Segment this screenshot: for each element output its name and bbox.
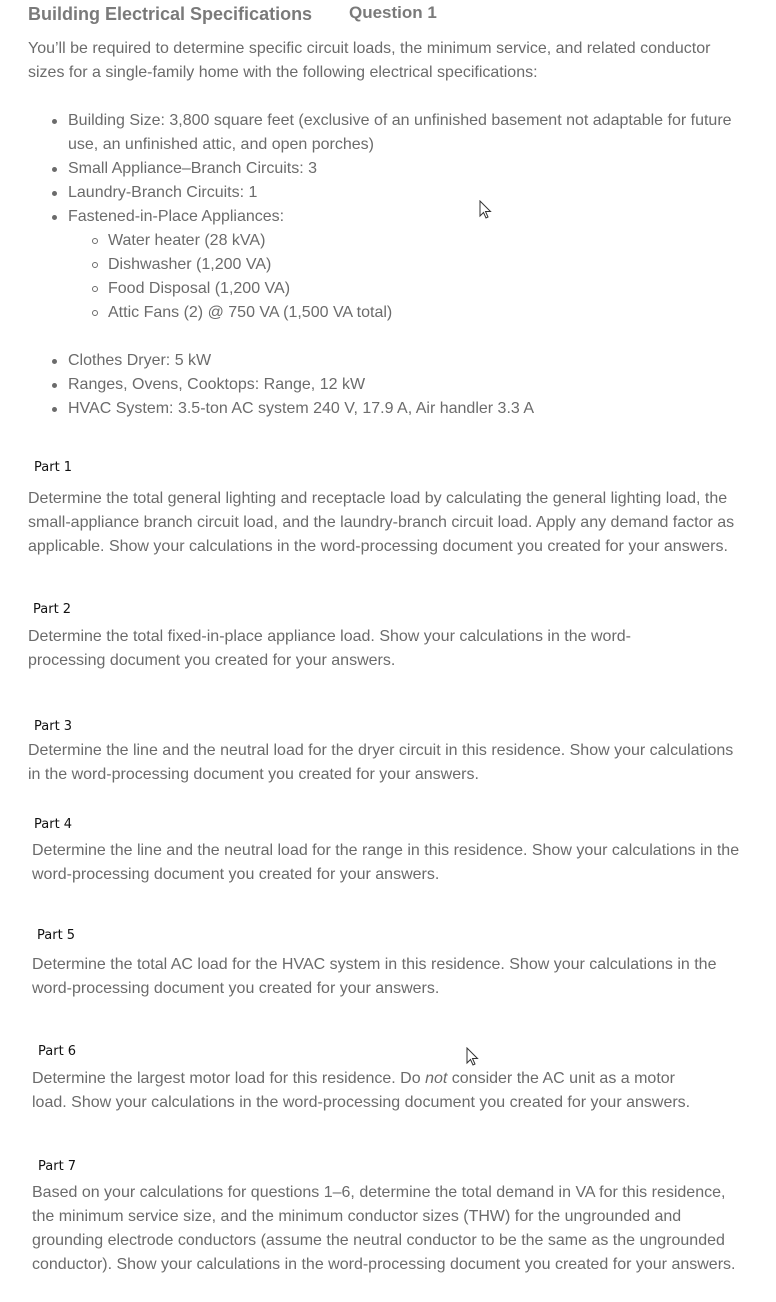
- mouse-pointer-icon: [479, 200, 493, 220]
- bullet-icon: [52, 191, 57, 196]
- bullet-icon: [52, 359, 57, 364]
- spec-building-size: Building Size: 3,800 square feet (exclusive of an unfinished basement not adaptable for future use, an unfinished attic, and open porches): [68, 109, 748, 157]
- appliance-dishwasher: Dishwasher (1,200 VA): [108, 253, 748, 277]
- part-5-text: Determine the total AC load for the HVAC system in this residence. Show your calculations in the word-processing document you created for your answers.: [32, 956, 717, 997]
- part-3-text: Determine the line and the neutral load for the dryer circuit in this residence. Show your calculations in the word-processing document you created for your answers.: [28, 742, 734, 783]
- appliance-food-disposal: Food Disposal (1,200 VA): [108, 277, 748, 301]
- page-title: Building Electrical Specifications: [28, 4, 313, 24]
- part-1-label: Part 1: [34, 460, 73, 475]
- part-4-label: Part 4: [34, 817, 73, 832]
- appliance-attic-fans: Attic Fans (2) @ 750 VA (1,500 VA total): [108, 301, 748, 325]
- bullet-icon: [52, 383, 57, 388]
- part-2-text: Determine the total fixed-in-place appliance load. Show your calculations in the word-processing document you created for your answers.: [28, 628, 631, 669]
- part-6-label: Part 6: [38, 1044, 77, 1059]
- part-7-text: Based on your calculations for questions 1–6, determine the total demand in VA for this residence, the minimum service size, and the minimum conductor sizes (THW) for the ungrounded and grounding electrode conductors (assume the neutral conductor to be the same as the ungrounded conductor). Show your calculations in the word-processing document you created for your answers.: [32, 1184, 736, 1273]
- mouse-pointer-icon: [466, 1047, 480, 1067]
- circle-bullet-icon: [92, 286, 98, 292]
- part-7-label: Part 7: [38, 1159, 77, 1174]
- spec-hvac: HVAC System: 3.5-ton AC system 240 V, 17.9 A, Air handler 3.3 A: [68, 397, 748, 421]
- intro-paragraph: You’ll be required to determine specific circuit loads, the minimum service, and related conductor sizes for a single-family home with the following electrical specifications:: [28, 40, 711, 81]
- circle-bullet-icon: [92, 310, 98, 316]
- question-heading: Question 1: [349, 3, 437, 22]
- bullet-icon: [52, 215, 57, 220]
- specs-list: [68, 109, 748, 325]
- specs-list-2: [68, 349, 748, 421]
- bullet-icon: [52, 167, 57, 172]
- part-5-label: Part 5: [37, 928, 76, 943]
- spec-dryer: Clothes Dryer: 5 kW: [68, 349, 748, 373]
- appliance-sublist: [68, 229, 748, 325]
- circle-bullet-icon: [92, 238, 98, 244]
- bullet-icon: [52, 119, 57, 124]
- spec-range: Ranges, Ovens, Cooktops: Range, 12 kW: [68, 373, 748, 397]
- appliance-water-heater: Water heater (28 kVA): [108, 229, 748, 253]
- part-6-text: Determine the largest motor load for this residence. Do not consider the AC unit as a motor load. Show your calculations in the word-processing document you created for your answers.: [32, 1070, 691, 1111]
- spec-laundry: Laundry-Branch Circuits: 1: [68, 181, 748, 205]
- part-2-label: Part 2: [33, 602, 72, 617]
- circle-bullet-icon: [92, 262, 98, 268]
- part-4-text: Determine the line and the neutral load for the range in this residence. Show your calculations in the word-processing document you created for your answers.: [32, 842, 740, 883]
- part-3-label: Part 3: [34, 719, 73, 734]
- spec-small-appliance: Small Appliance–Branch Circuits: 3: [68, 157, 748, 181]
- part-1-text: Determine the total general lighting and receptacle load by calculating the general lighting load, the small-appliance branch circuit load, and the laundry-branch circuit load. Apply any demand factor as applicable. Show your calculations in the word-processing document you created for your answers.: [28, 490, 735, 555]
- bullet-icon: [52, 407, 57, 412]
- spec-fastened-appliances: Fastened-in-Place Appliances: Water heater (28 kVA) Dishwasher (1,200 VA) Food Disposal (1,200 VA) Attic Fans (2) @ 750 VA (1,500 VA total): [68, 205, 748, 325]
